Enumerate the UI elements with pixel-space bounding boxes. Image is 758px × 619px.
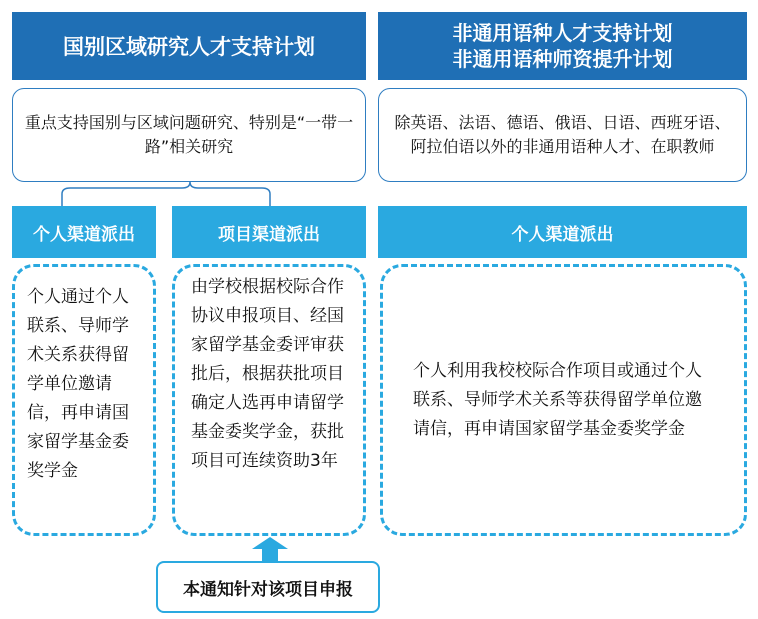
right-plan-title-line-1: 非通用语种人才支持计划 — [452, 21, 673, 45]
left-channel-personal-label: 个人渠道派出 — [33, 224, 135, 245]
left-plan-title-text: 国别区域研究人才支持计划 — [63, 35, 315, 59]
left-channel-project-header — [172, 206, 366, 258]
left-channel-project-detail — [172, 264, 366, 536]
right-channel-personal-header — [378, 206, 747, 258]
right-channel-personal-detail — [380, 264, 747, 536]
right-plan-title — [378, 12, 747, 80]
left-plan-description-text: 重点支持国别与区域问题研究、特别是“一带一路”相关研究 — [24, 113, 354, 156]
left-channel-personal-detail — [12, 264, 156, 536]
right-plan-description — [378, 88, 747, 182]
left-channel-project-label: 项目渠道派出 — [218, 224, 320, 245]
left-plan-title — [12, 12, 366, 80]
right-channel-personal-label: 个人渠道派出 — [511, 224, 614, 245]
left-channel-personal-text: 个人通过个人联系、导师学术关系获得留学单位邀请信，再申请国家留学基金委奖学金 — [27, 287, 129, 481]
right-plan-description-text: 除英语、法语、德语、俄语、日语、西班牙语、阿拉伯语以外的非通用语种人才、在职教师 — [394, 113, 731, 156]
application-note — [156, 561, 380, 613]
right-channel-personal-text: 个人利用我校校际合作项目或通过个人联系、导师学术关系等获得留学单位邀请信，再申请国家留学基金委奖学金 — [413, 360, 702, 439]
left-channel-project-text: 由学校根据校际合作协议申报项目、经国家留学基金委评审获批后，根据获批项目确定人选再申请留学基金委奖学金，获批项目可连续资助3年 — [191, 277, 344, 471]
right-plan-title-line-2: 非通用语种师资提升计划 — [452, 47, 673, 71]
application-note-text: 本通知针对该项目申报 — [183, 579, 353, 600]
left-plan-description — [12, 88, 366, 182]
left-channel-personal-header — [12, 206, 156, 258]
up-arrow-icon — [250, 536, 290, 562]
